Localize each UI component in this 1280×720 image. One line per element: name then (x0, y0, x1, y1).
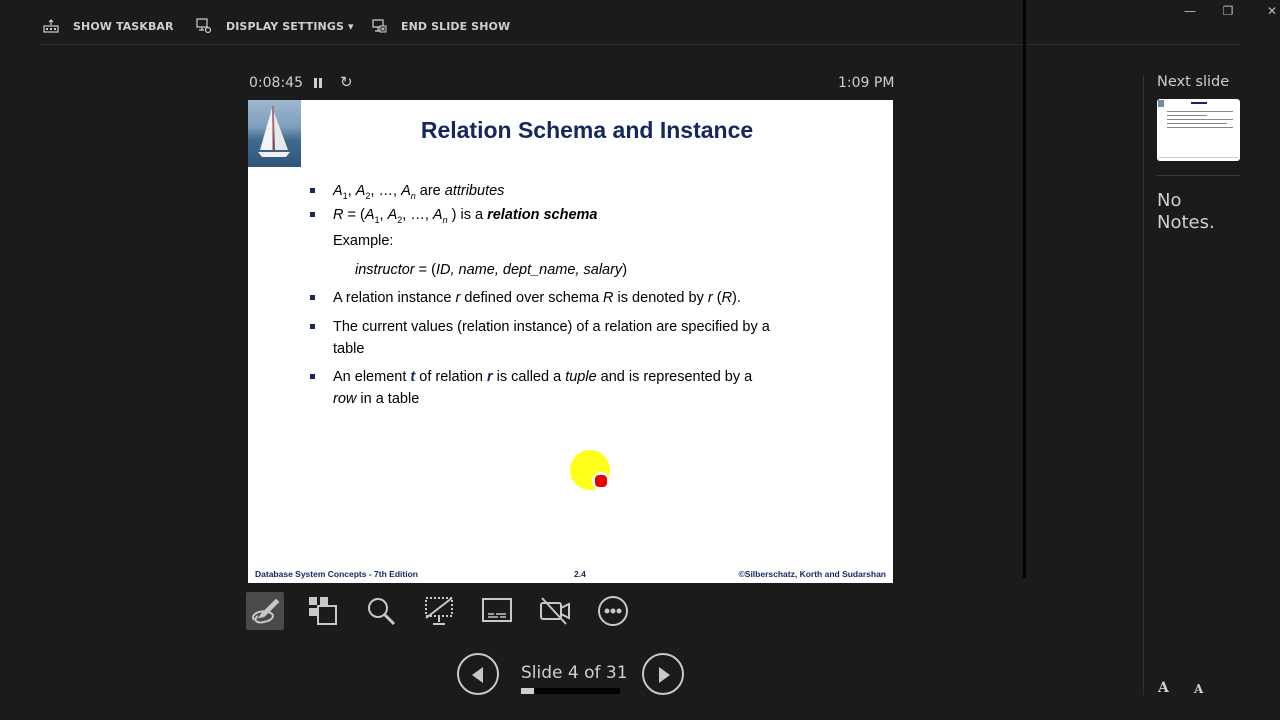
bullet-attributes: $A_1$, $A_2$, …, $A_n$ are attributes (308, 180, 504, 207)
notes-splitter[interactable] (1143, 75, 1144, 695)
slide-navigation (457, 653, 687, 697)
speaker-notes[interactable]: No Notes. (1157, 190, 1215, 233)
subtitles-button[interactable] (478, 592, 516, 630)
thumb-line (1167, 115, 1207, 116)
footer-page: 2.4 (574, 569, 586, 579)
top-toolbar (0, 0, 1240, 46)
bullet-relation-schema: $R = (A_1$, $A_2$, …, $A_n$ ) is a relation schema (308, 204, 598, 231)
display-settings-label: DISPLAY SETTINGS ▾ (226, 19, 354, 33)
current-time: 1:09 PM (838, 75, 895, 91)
close-button[interactable]: ✕ (1266, 4, 1278, 18)
pointer-dot (592, 472, 610, 490)
pause-timer-button[interactable] (312, 76, 324, 90)
show-taskbar-button[interactable] (43, 18, 174, 34)
slide-counter[interactable]: Slide 4 of 31 (521, 663, 628, 683)
example-label: Example: (333, 233, 394, 249)
elapsed-timer: 0:08:45 (249, 75, 303, 91)
show-taskbar-label: SHOW TASKBAR (73, 19, 174, 33)
next-slide-label: Next slide (1157, 74, 1230, 90)
display-settings-button[interactable] (196, 18, 354, 34)
thumb-line (1167, 119, 1233, 120)
thumb-line (1167, 123, 1227, 124)
thumb-title (1191, 102, 1207, 104)
toolbar-divider (40, 44, 1240, 45)
black-screen-button[interactable] (420, 592, 458, 630)
minimize-button[interactable]: — (1184, 4, 1196, 18)
restart-timer-button[interactable]: ↻ (340, 73, 353, 91)
thumb-line (1167, 127, 1233, 128)
panel-divider (1157, 175, 1240, 176)
grid-icon (306, 594, 340, 628)
camera-off-icon (538, 594, 572, 628)
more-icon (596, 594, 630, 628)
laser-pointer (570, 450, 610, 490)
increase-font-button[interactable]: A (1158, 680, 1169, 696)
current-slide[interactable] (248, 100, 893, 583)
end-slide-show-button[interactable] (371, 18, 510, 34)
bullet-tuple: An element t of relation r is called a tuple and is represented by a row in a table (308, 366, 778, 410)
magnifier-icon (364, 594, 398, 628)
example-instructor: instructor = (ID, name, dept_name, salary) (355, 262, 628, 278)
see-all-slides-button[interactable] (304, 592, 342, 630)
more-options-button[interactable] (594, 592, 632, 630)
decrease-font-button[interactable]: A (1194, 682, 1204, 696)
next-slide-thumbnail[interactable] (1157, 99, 1240, 161)
taskbar-icon (43, 18, 59, 34)
end-show-icon (371, 18, 387, 34)
slide-title: Relation Schema and Instance (420, 117, 754, 143)
thumb-footer (1159, 157, 1238, 158)
footer-copyright: ©Silberschatz, Korth and Sudarshan (738, 569, 886, 579)
pen-icon (248, 594, 282, 628)
bullet-relation-instance: A relation instance r defined over schema R is denoted by r (R). (308, 287, 741, 309)
pen-tool-button[interactable] (246, 592, 284, 630)
black-screen-icon (422, 594, 456, 628)
footer-book: Database System Concepts - 7th Edition (255, 569, 418, 579)
end-slide-show-label: END SLIDE SHOW (401, 19, 511, 33)
subtitles-icon (480, 594, 514, 628)
previous-slide-button[interactable] (457, 653, 499, 695)
camera-toggle-button[interactable] (536, 592, 574, 630)
restore-button[interactable]: ❐ (1222, 4, 1234, 18)
next-slide-button[interactable] (642, 653, 684, 695)
bullet-current-values: The current values (relation instance) of a relation are specified by a table (308, 316, 778, 360)
slide-progress-fill (521, 688, 534, 694)
pane-splitter[interactable] (1023, 0, 1026, 578)
thumb-image (1158, 100, 1164, 107)
slide-progress-bar (521, 688, 620, 694)
zoom-slide-button[interactable] (362, 592, 400, 630)
presenter-tools (246, 592, 632, 630)
display-settings-icon (196, 18, 212, 34)
thumb-line (1167, 111, 1233, 112)
